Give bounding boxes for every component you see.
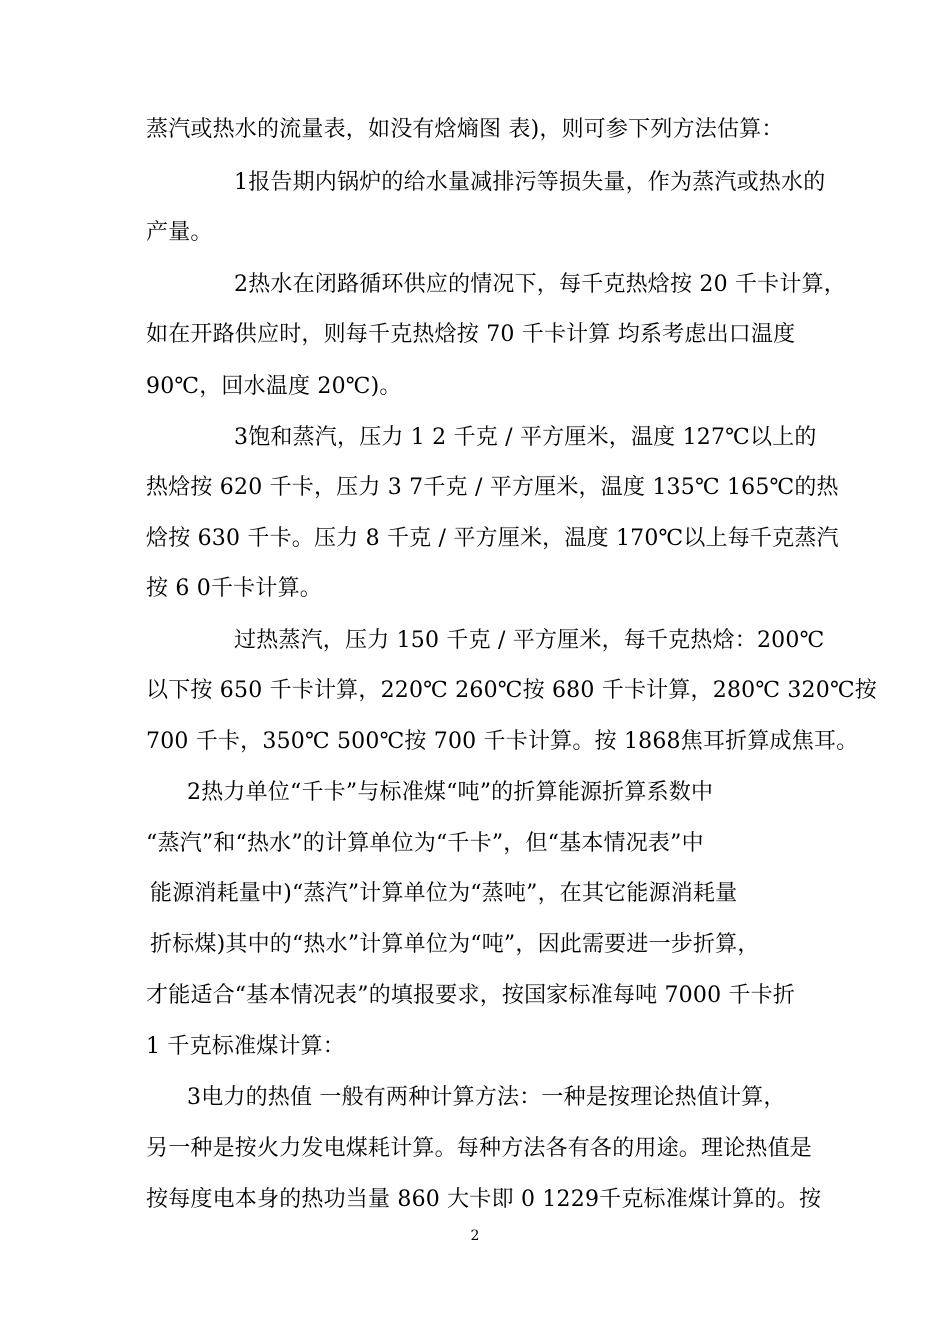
text-line: 以下按 650 千卡计算，220℃ 260℃按 680 千卡计算，280℃ 320℃按: [146, 678, 877, 703]
text-line: 1报告期内锅炉的给水量减排污等损失量，作为蒸汽或热水的: [234, 170, 826, 195]
text-line: 热焓按 620 千卡，压力 3 7千克 / 平方厘米，温度 135℃ 165℃的热: [146, 475, 839, 500]
text-line: 蒸汽或热水的流量表，如没有焓熵图 表)，则可参下列方法估算：: [146, 117, 784, 142]
text-line: 按每度电本身的热功当量 860 大卡即 0 1229千克标准煤计算的。按: [146, 1187, 822, 1212]
text-line: 能源消耗量中)“蒸汽”计算单位为“蒸吨”，在其它能源消耗量: [150, 881, 738, 906]
text-line: 2热力单位“千卡”与标准煤“吨”的折算能源折算系数中: [187, 780, 714, 805]
page-number: 2: [470, 1228, 480, 1244]
text-line: 1 千克标准煤计算：: [146, 1034, 345, 1059]
text-line: 才能适合“基本情况表”的填报要求，按国家标准每吨 7000 千卡折: [146, 983, 796, 1008]
text-line: 700 千卡，350℃ 500℃按 700 千卡计算。按 1868焦耳折算成焦耳。: [146, 729, 859, 754]
text-line: 另一种是按火力发电煤耗计算。每种方法各有各的用途。理论热值是: [146, 1136, 813, 1161]
text-line: 3电力的热值 一般有两种计算方法：一种是按理论热值计算，: [187, 1085, 786, 1110]
text-line: 折标煤)其中的“热水”计算单位为“吨”，因此需要进一步折算，: [150, 932, 760, 957]
text-line: 过热蒸汽，压力 150 千克 / 平方厘米，每千克热焓：200℃: [234, 628, 825, 653]
text-line: 产量。: [146, 220, 213, 245]
text-line: 2热水在闭路循环供应的情况下，每千克热焓按 20 千卡计算，: [234, 272, 846, 297]
text-line: 3饱和蒸汽，压力 1 2 千克 / 平方厘米，温度 127℃以上的: [234, 425, 817, 450]
text-line: 如在开路供应时，则每千克热焓按 70 千卡计算 均系考虑出口温度: [146, 322, 796, 347]
text-line: 焓按 630 千卡。压力 8 千克 / 平方厘米，温度 170℃以上每千克蒸汽: [146, 526, 839, 551]
text-line: “蒸汽”和“热水”的计算单位为“千卡”，但“基本情况表”中: [146, 831, 704, 856]
text-line: 按 6 0千卡计算。: [146, 576, 322, 601]
text-line: 90℃，回水温度 20℃)。: [146, 374, 402, 399]
